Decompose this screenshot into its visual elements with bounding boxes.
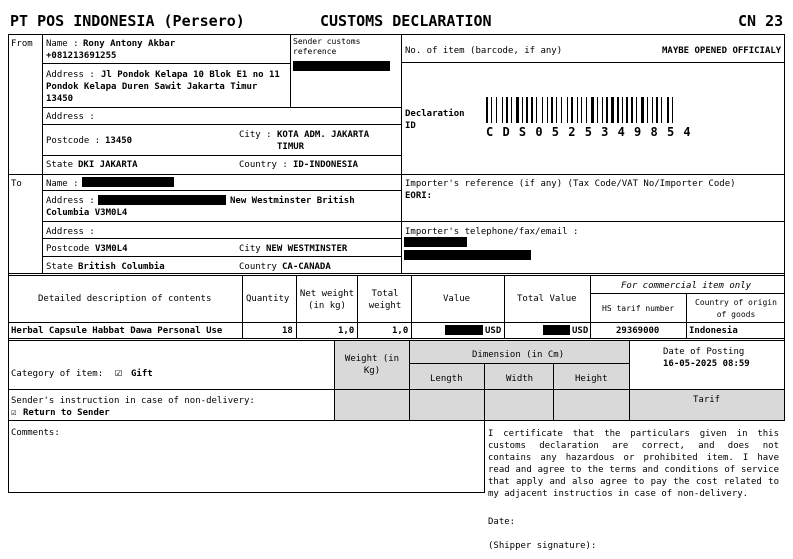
maybe-opened: MAYBE OPENED OFFICIALY — [662, 46, 782, 56]
item-description: Herbal Capsule Habbat Dawa Personal Use — [11, 326, 223, 336]
to-country: CA-CANADA — [282, 262, 331, 272]
to-city: NEW WESTMINSTER — [266, 244, 348, 254]
width-header: Width — [506, 374, 534, 384]
declaration-id-label: Declaration ID — [405, 109, 465, 131]
item-value-redacted — [445, 325, 483, 335]
item-net-weight: 1,0 — [338, 326, 355, 336]
origin-header: Country of origin of goods — [695, 298, 777, 319]
from-state-label: State — [46, 160, 74, 170]
return-checkbox[interactable]: ☑ — [11, 408, 17, 418]
from-address-label: Address : — [46, 70, 95, 80]
desc-header: Detailed description of contents — [38, 294, 212, 304]
sender-ref-label: Sender customs reference — [293, 37, 361, 56]
to-city-label: City — [239, 244, 261, 254]
to-address2-label: Address : — [46, 227, 95, 237]
item-value-currency: USD — [485, 326, 502, 336]
importer-ref-label: Importer's reference (if any) (Tax Code/VAT No/Importer Code) — [405, 179, 736, 189]
from-name: Rony Antony Akbar — [83, 39, 176, 49]
net-weight-header: Net weight (in kg) — [299, 289, 355, 311]
company-name: PT POS INDONESIA (Persero) — [10, 12, 245, 30]
to-label: To — [11, 179, 22, 189]
to-name-redacted — [82, 177, 174, 187]
gift-checkbox[interactable]: ☑ — [115, 365, 123, 379]
from-city-label: City : — [239, 130, 272, 140]
instruction-value: Return to Sender — [23, 408, 110, 418]
form-title: CUSTOMS DECLARATION — [320, 12, 492, 30]
total-weight-header: Total weight — [368, 289, 402, 311]
commercial-header: For commercial item only — [621, 281, 752, 291]
from-postcode: 13450 — [105, 136, 133, 146]
qty-header: Quantity — [246, 294, 290, 304]
from-phone: +081213691255 — [46, 51, 117, 61]
form-code: CN 23 — [738, 12, 784, 30]
to-name-label: Name : — [46, 179, 79, 189]
signature-label: (Shipper signature): — [488, 541, 597, 551]
certificate-text: I certificate that the particulars given in this customs declaration are correct, and does not contains any hazardous or prohibited item. I have read and agree to the terms and conditions of service that apply and also agree to pay the cost related to my adjacent instructios in case of non-delivery. — [488, 429, 779, 499]
eori-label: EORI: — [405, 191, 433, 201]
to-postcode: V3M0L4 — [95, 244, 128, 254]
height-header: Height — [575, 374, 608, 384]
importer-phone-label: Importer's telephone/fax/email : — [405, 227, 579, 237]
from-address: Jl Pondok Kelapa 10 Blok E1 no 11 Pondok Kelapa Duren Sawit Jakarta Timur 13450 — [46, 70, 280, 104]
from-city: KOTA ADM. JAKARTA TIMUR — [277, 130, 370, 152]
dimension-header: Dimension (in Cm) — [472, 350, 565, 360]
item-total-value-currency: USD — [572, 326, 589, 336]
importer-email-redacted — [404, 250, 531, 260]
item-origin: Indonesia — [689, 326, 738, 336]
item-total-value-redacted — [543, 325, 570, 335]
no-item-label: No. of item (barcode, if any) — [405, 46, 563, 56]
date-label: Date: — [488, 517, 516, 527]
to-address-label: Address : — [46, 196, 95, 206]
barcode-icon — [486, 97, 701, 123]
to-address-tail: New Westminster British Columbia V3M0L4 — [46, 196, 355, 218]
from-country-label: Country : — [239, 160, 288, 170]
category-value: Gift — [131, 369, 153, 379]
from-country: ID-INDONESIA — [293, 160, 359, 170]
declaration-id: C D S 0 5 2 5 3 4 9 8 5 4 — [486, 125, 692, 139]
weight-header: Weight (in Kg) — [344, 354, 400, 376]
to-state-label: State — [46, 262, 74, 272]
instruction-label: Sender's instruction in case of non-delivery: — [11, 396, 255, 406]
tarif-label: Tarif — [693, 395, 721, 405]
sender-ref-redacted — [293, 61, 390, 71]
to-country-label: Country — [239, 262, 277, 272]
from-label: From — [11, 39, 33, 49]
posting-label: Date of Posting — [663, 347, 745, 357]
item-hs-tarif: 29369000 — [616, 326, 660, 336]
from-name-label: Name : — [46, 39, 79, 49]
item-total-weight: 1,0 — [392, 326, 409, 336]
from-postcode-label: Postcode : — [46, 136, 101, 146]
from-state: DKI JAKARTA — [78, 160, 138, 170]
category-label: Category of item: — [11, 369, 104, 379]
value-header: Value — [443, 294, 471, 304]
from-address2-label: Address : — [46, 112, 95, 122]
hs-header: HS tarif number — [602, 304, 675, 313]
importer-phone-redacted — [404, 237, 467, 247]
item-quantity: 18 — [282, 326, 293, 336]
total-value-header: Total Value — [517, 294, 577, 304]
posting-date: 16-05-2025 08:59 — [663, 359, 750, 369]
to-postcode-label: Postcode — [46, 244, 90, 254]
length-header: Length — [430, 374, 463, 384]
comments-label: Comments: — [11, 428, 60, 438]
to-state: British Columbia — [78, 262, 165, 272]
